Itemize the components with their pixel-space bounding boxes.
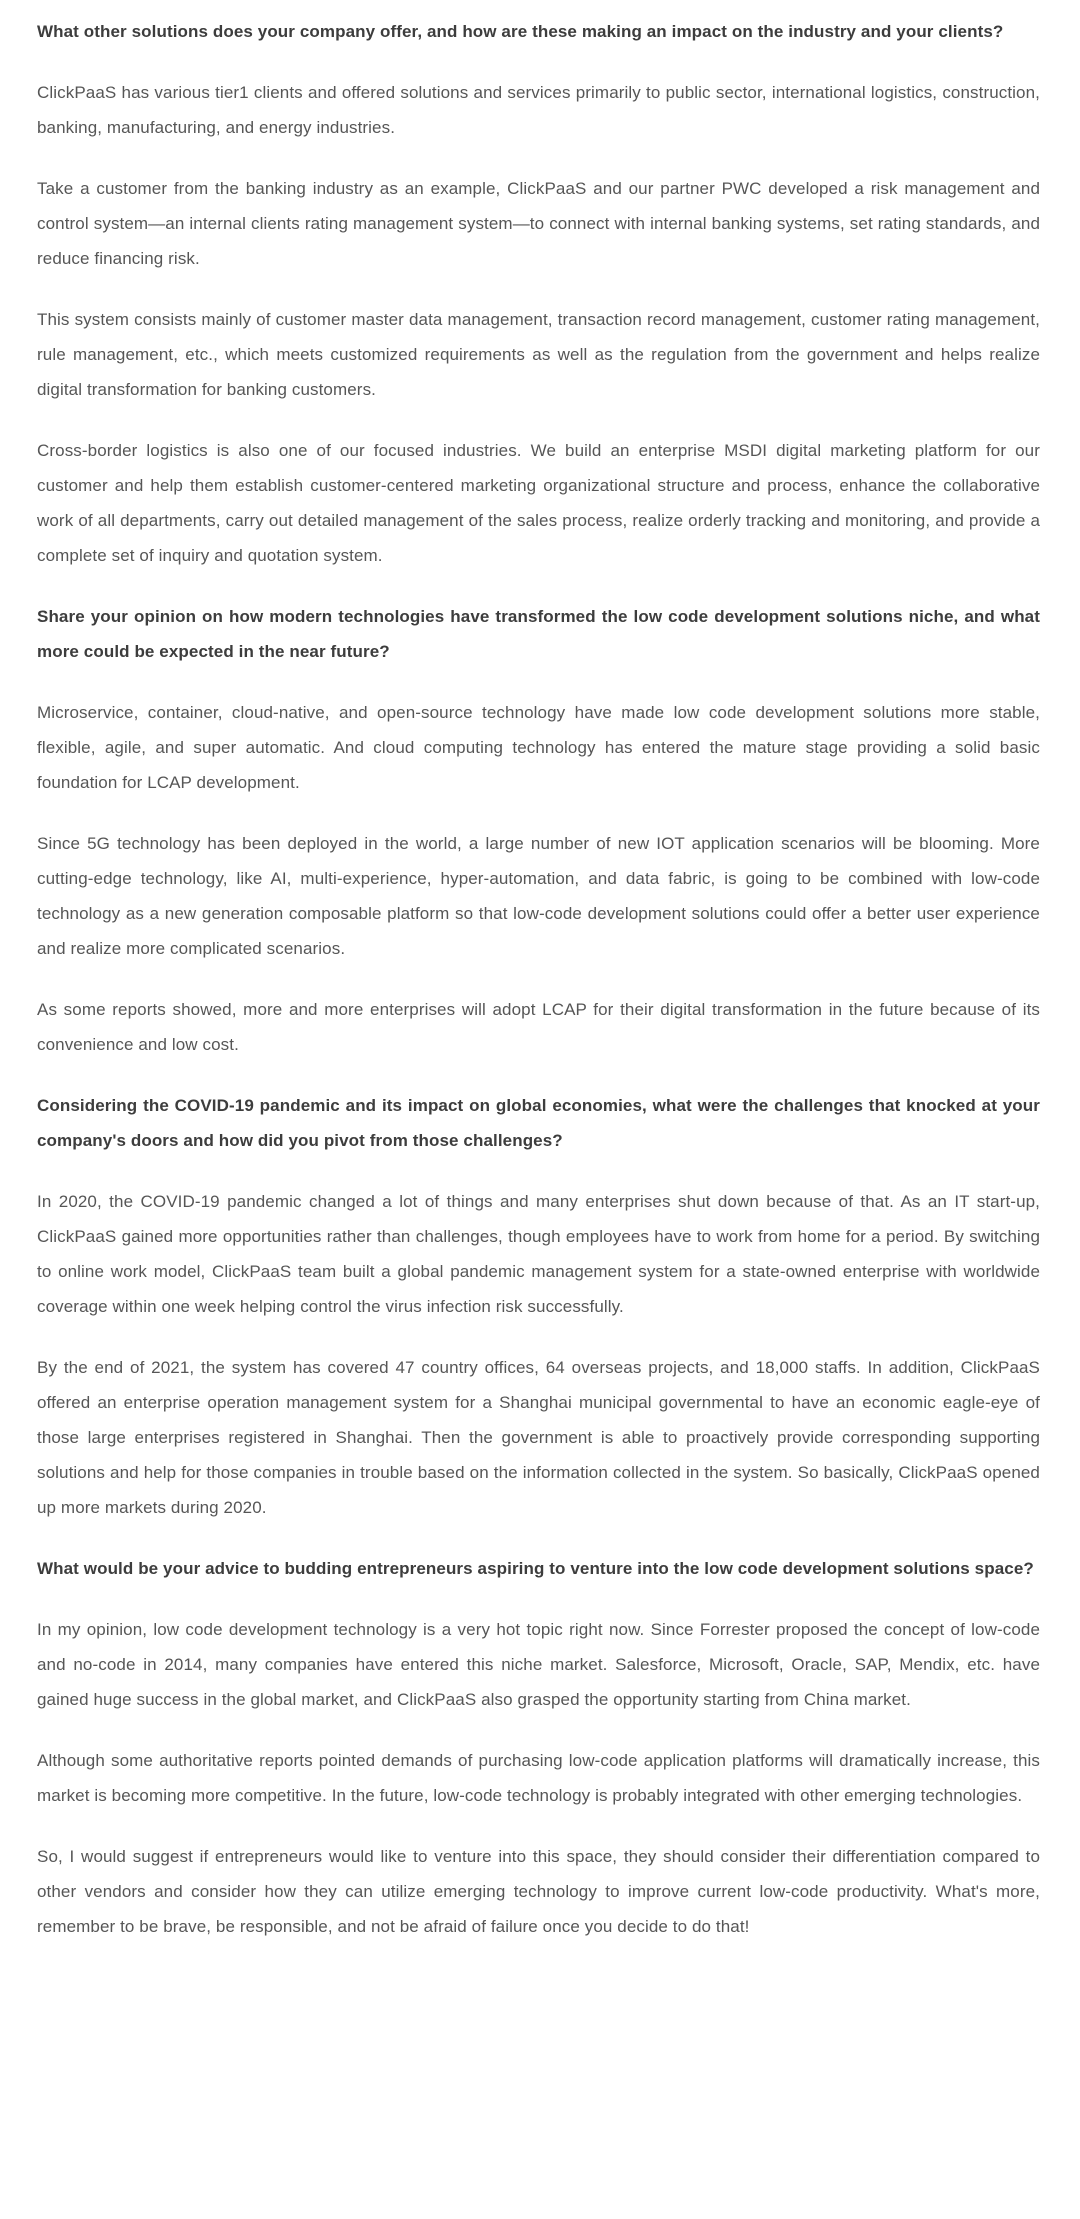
answer-group [37,75,1040,573]
question-heading: Considering the COVID-19 pandemic and its impact on global economies, what were the challenges that knocked at your company's doors and how did you pivot from those challenges? [37,1096,1040,1150]
qa-section [37,1088,1040,1525]
answer-paragraph: Although some authoritative reports pointed demands of purchasing low-code application platforms will dramatically increase, this market is becoming more competitive. In the future, low-code technology is probably integrated with other emerging technologies. [37,1751,1040,1805]
question-heading: What would be your advice to budding entrepreneurs aspiring to venture into the low code development solutions space? [37,1559,1034,1578]
answer-paragraph: ClickPaaS has various tier1 clients and offered solutions and services primarily to public sector, international logistics, construction, banking, manufacturing, and energy industries. [37,83,1040,137]
answer-paragraph: By the end of 2021, the system has covered 47 country offices, 64 overseas projects, and 18,000 staffs. In addition, ClickPaaS offered an enterprise operation management system for a Shanghai municipal governmental to have an economic eagle-eye of those large enterprises registered in Shanghai. Then the government is able to proactively provide corresponding supporting solutions and help for those companies in trouble based on the information collected in the system. So basically, ClickPaaS opened up more markets during 2020. [37,1358,1040,1517]
answer-paragraph: Take a customer from the banking industry as an example, ClickPaaS and our partner PWC developed a risk management and control system—an internal clients rating management system—to connect with internal banking systems, set rating standards, and reduce financing risk. [37,179,1040,268]
question-heading: What other solutions does your company offer, and how are these making an impact on the industry and your clients? [37,22,1004,41]
answer-paragraph: As some reports showed, more and more enterprises will adopt LCAP for their digital transformation in the future because of its convenience and low cost. [37,1000,1040,1054]
answer-paragraph: In my opinion, low code development technology is a very hot topic right now. Since Forrester proposed the concept of low-code and no-code in 2014, many companies have entered this niche market. Salesforce, Microsoft, Oracle, SAP, Mendix, etc. have gained huge success in the global market, and ClickPaaS also grasped the opportunity starting from China market. [37,1620,1040,1709]
answer-group [37,695,1040,1062]
qa-section [37,14,1040,573]
question-heading: Share your opinion on how modern technologies have transformed the low code development solutions niche, and what more could be expected in the near future? [37,607,1040,661]
answer-paragraph: Since 5G technology has been deployed in the world, a large number of new IOT application scenarios will be blooming. More cutting-edge technology, like AI, multi-experience, hyper-automation, and data fabric, is going to be combined with low-code technology as a new generation composable platform so that low-code development solutions could offer a better user experience and realize more complicated scenarios. [37,834,1040,958]
answer-paragraph: This system consists mainly of customer master data management, transaction record management, customer rating management, rule management, etc., which meets customized requirements as well as the regulation from the government and helps realize digital transformation for banking customers. [37,310,1040,399]
qa-section [37,599,1040,1062]
answer-paragraph: In 2020, the COVID-19 pandemic changed a lot of things and many enterprises shut down because of that. As an IT start-up, ClickPaaS gained more opportunities rather than challenges, though employees have to work from home for a period. By switching to online work model, ClickPaaS team built a global pandemic management system for a state-owned enterprise with worldwide coverage within one week helping control the virus infection risk successfully. [37,1192,1040,1316]
qa-section [37,1551,1040,1944]
answer-paragraph: Cross-border logistics is also one of our focused industries. We build an enterprise MSDI digital marketing platform for our customer and help them establish customer-centered marketing organizational structure and process, enhance the collaborative work of all departments, carry out detailed management of the sales process, realize orderly tracking and monitoring, and provide a complete set of inquiry and quotation system. [37,441,1040,565]
answer-paragraph: So, I would suggest if entrepreneurs would like to venture into this space, they should consider their differentiation compared to other vendors and consider how they can utilize emerging technology to improve current low-code productivity. What's more, remember to be brave, be responsible, and not be afraid of failure once you decide to do that! [37,1847,1040,1936]
answer-group [37,1184,1040,1525]
answer-group [37,1612,1040,1944]
answer-paragraph: Microservice, container, cloud-native, and open-source technology have made low code development solutions more stable, flexible, agile, and super automatic. And cloud computing technology has entered the mature stage providing a solid basic foundation for LCAP development. [37,703,1040,792]
